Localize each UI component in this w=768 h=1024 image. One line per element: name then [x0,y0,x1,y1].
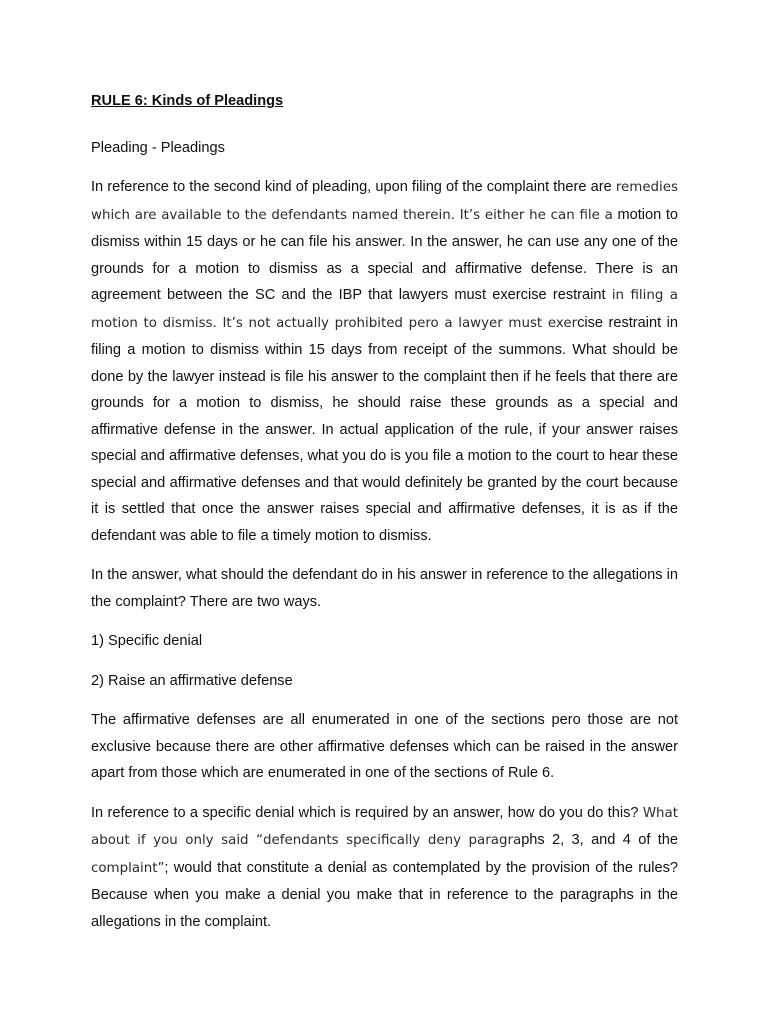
paragraph-2: In the answer, what should the defendant do in his answer in reference to the allegations in the complaint? There are two ways. [91,567,678,610]
document-page [91,88,678,948]
document-heading: RULE 6: Kinds of Pleadings [91,93,284,109]
paragraph-1-line-1: In reference to the second kind of pleading, upon filing of the complaint there are [91,179,612,195]
paragraph-4 [91,800,678,936]
document-subtitle: Pleading - Pleadings [91,139,225,156]
paragraph-1-part-3: motion to dismiss within 15 days or he can file his answer. In the answer, he can use any one of the grounds for a motion to dismiss as a special and affirmative defense. There is an agreement between the SC and the IBP that lawyers must exercise restraint [91,206,678,303]
paragraph-3: The affirmative defenses are all enumerated in one of the sections pero those are not exclusive because there are other affirmative defenses which can be raised in the answer apart from those which are enumerated in one of the sections of Rule 6. [91,712,678,781]
paragraph-4-part-1: In reference to a specific denial which is required by an answer, how do you do this? [91,804,639,821]
paragraph-4-part-4: complaint” [91,860,165,876]
paragraph-1 [91,174,678,549]
paragraph-4-part-5: ; would that constitute a denial as contemplated by the provision of the rules? Because when you make a denial you make that in reference to the paragraphs in the allegations in the complaint. [91,859,678,930]
paragraph-1-line-2: remedies which are available to the defendants named therein. It’s either he can file a [91,180,678,223]
paragraph-1-part-5: cise restraint in filing a motion to dismiss within 15 days from receipt of the summons. What should be done by the lawyer instead is file his answer to the complaint then if he feels that there are grounds for a motion to dismiss, he should raise these grounds as a special and affirmative defense in the answer. In actual application of the rule, if your answer raises special and affirmative defenses, what you do is you file a motion to the court to hear these special and affirmative defenses and that would definitely be granted by the court because it is settled that once the answer raises special and affirmative defenses, it is as if the defendant was able to file a timely motion to dismiss. [91,314,678,544]
paragraph-1-line-5: in filing a motion to dismiss. It’s not actually prohibited pero a lawyer must exer [91,288,678,331]
paragraph-4-part-2: What about if you only said “defendants specifically deny paragra [91,805,678,848]
list-item-specific-denial: 1) Specific denial [91,633,203,649]
list-item-affirmative-defense: 2) Raise an affirmative defense [91,672,293,689]
paragraph-4-part-3: phs 2, 3, and 4 of the [521,832,678,848]
